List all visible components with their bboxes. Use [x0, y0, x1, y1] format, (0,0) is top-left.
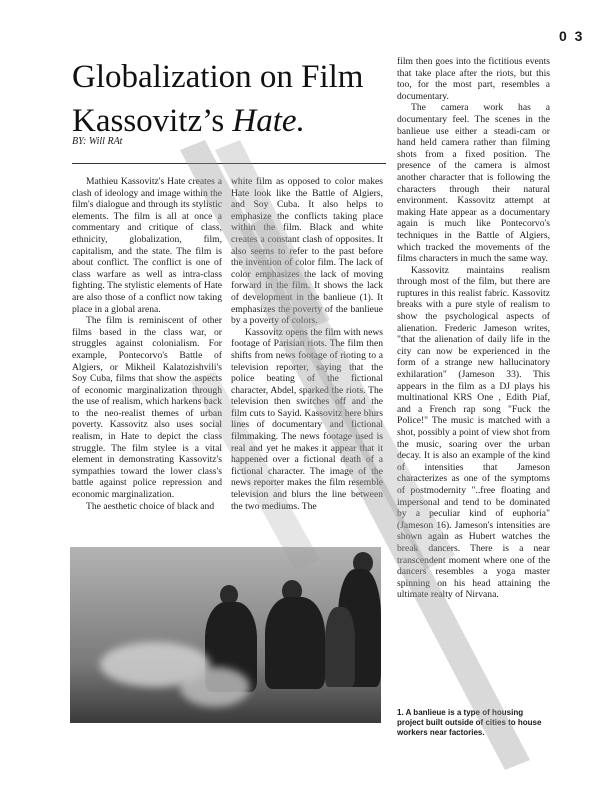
photo-figure: [265, 597, 325, 689]
article-title: [72, 55, 392, 143]
footnote: 1. A banlieue is a type of housing project built outside of cities to house workers near factories.: [397, 708, 542, 737]
title-rule: [72, 163, 386, 164]
paragraph: film then goes into the fictitious events that take place after the riots, but this too, for the most part, resembles a documentary.: [397, 56, 550, 102]
paragraph: The camera work has a documentary feel. The scenes in the banlieue use either a steadi-cam or hand held camera rather than filming shots from a fixed position. The presence of the camera is almost another character that is following the characters through their natural environment. Kassovitz attempt at making Hate appear as a documentary again is much like Pontecorvo's techniques in the Battle of Algiers, which tracked the movements of the films characters in much the same way.: [397, 102, 550, 265]
paragraph: Mathieu Kassovitz's Hate creates a clash of ideology and image within the film's dialogue and through its stylistic elements. The film is all at once a commentary and critique of class, ethnicity, globalization, film, capitalism, and the state. The film is about conflict. The conflict is one of class warfare as well as intra-class fighting. The stylistic elements of Hate are also those of a conflict now taking place in a global arena.: [72, 176, 222, 315]
photo-dancer-blur: [180, 667, 250, 707]
page-number: 0 3: [559, 28, 585, 44]
title-line-2-italic: Hate.: [232, 103, 305, 139]
film-still-photo: [70, 547, 381, 723]
paragraph: white film as opposed to color makes Hate look like the Battle of Algiers, and Soy Cuba. It also helps to emphasize the conflicts taking place within the film. Black and white creates a constant clash of opposites. It also seems to refer to the past before the invention of color film. The lack of color emphasizes the lack of moving forward in the film. It shows the lack of development in the banlieue (1). It emphasizes the poverty of the banlieue by a poverty of colors.: [231, 176, 383, 327]
column-2: [231, 176, 383, 512]
title-line-2-prefix: Kassovitz’s: [72, 103, 233, 139]
column-3: [397, 56, 550, 601]
column-1: [72, 176, 222, 512]
paragraph: Kassovitz opens the film with news footage of Parisian riots. The film then shifts from news footage of rioting to a television reporter, saying that the police beating of the fictional character, Abdel, sparked the riots. The television then switches off and the film cuts to Sayid. Kassovitz here blurs lines of documentary and fictional filmmaking. The news footage used is real and yet he makes it appear that it happened over a fictional death of a fictional character. The image of the news reporter makes the film resemble television and blurs the line between the two mediums. The: [231, 326, 383, 512]
byline: BY: Will RAt: [72, 136, 123, 147]
paragraph: The aesthetic choice of black and: [86, 500, 215, 512]
title-line-1: Globalization on Film: [72, 59, 364, 95]
paragraph: The film is reminiscent of other films based in the class war, or struggles against colonialism. For example, Pontecorvo's Battle of Algiers, or Mikheil Kalatozishvili's Soy Cuba, films that show the aspects of economic marginalization through the use of realism, which harkens back to the neo-realist themes of urban poverty. Kassovitz also uses social realism, in Hate to depict the class struggle. The film stylee is a vital element in demonstrating Kassovitz's sympathies toward the lower class's battle against police repression and economic marginalization.: [72, 315, 222, 501]
paragraph: Kassovitz maintains realism through most of the film, but there are ruptures in this realist fabric. Kassovitz breaks with a pure style of realism to show the psychological aspects of alienation. Frederic Jameson writes, "that the alienation of daily life in the city can now be experienced in the form of a strange new hallucinatory exhilaration" (Jameson 33). This appears in the film as a DJ plays his multinational KRS One , Edith Piaf, and a French rap song "Fuck the Police!" The music is matched with a shot, possibly a point of view shot from the music, soaring over the urban decay. It is also an example of the kind of intensities that Jameson characterizes as one of the symptoms of postmodernity "..free floating and impersonal and tend to be dominated by a peculiar kind of euphoria" (Jameson 16). Jameson's intensities are shown again as Hubert watches the break dancers. There is a near transcendent moment where one of the dancers resembles a yoga master spinning on his head attaining the ultimate realty of Nirvana.: [397, 264, 550, 601]
photo-figure: [325, 607, 355, 687]
